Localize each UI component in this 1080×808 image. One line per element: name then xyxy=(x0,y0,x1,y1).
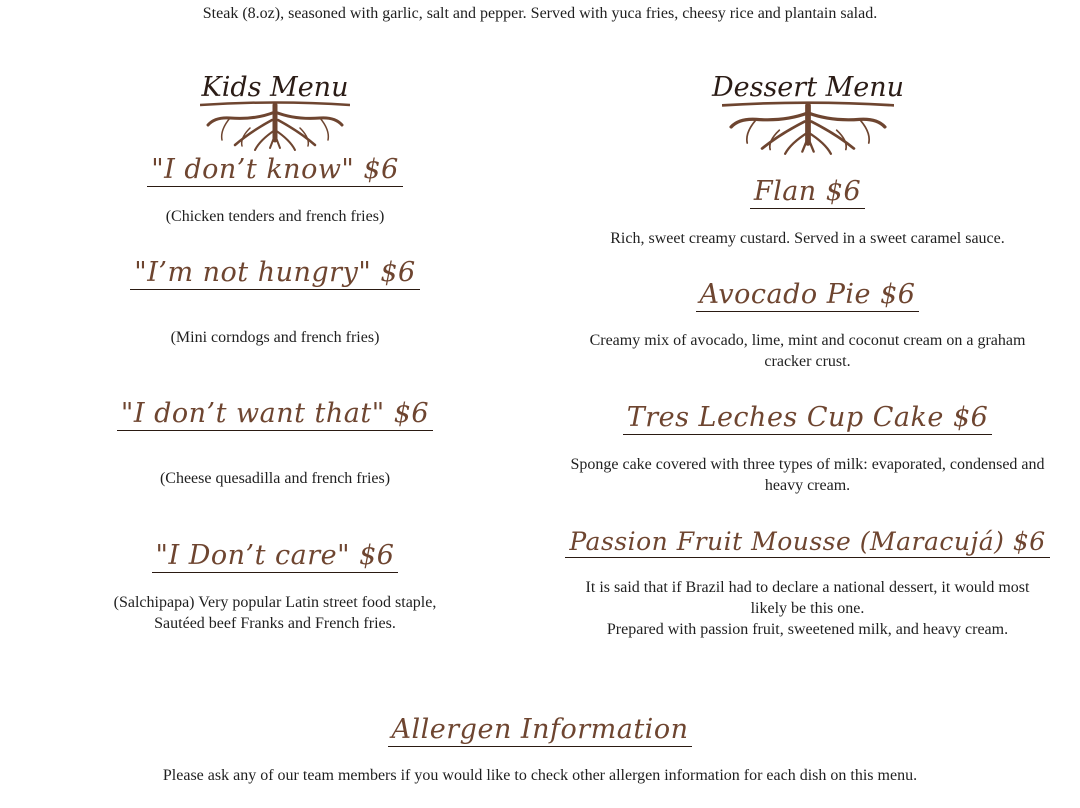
kids-item-3-title: "I don’t want that" $6 xyxy=(60,398,490,429)
dessert-item-4-description-line-3: Prepared with passion fruit, sweetened milk, and heavy cream. xyxy=(606,621,1009,638)
dessert-item-2-description-line-2: cracker crust. xyxy=(764,353,851,370)
dessert-item-4-description-line-2: likely be this one. xyxy=(750,600,865,617)
kids-item-1-title: "I don’t know" $6 xyxy=(60,154,490,185)
dessert-item-2-title: Avocado Pie $6 xyxy=(560,279,1055,310)
dessert-item-3-description-line-1: Sponge cake covered with three types of milk: evaporated, condensed and xyxy=(570,456,1045,473)
allergen-text: Please ask any of our team members if you would like to check other allergen information for each dish on this menu. xyxy=(162,767,918,784)
kids-item-4-description-line-1: (Salchipapa) Very popular Latin street food staple, xyxy=(113,594,437,611)
allergen-heading: Allergen Information xyxy=(0,714,1080,745)
kids-item-3-description: (Cheese quesadilla and french fries) xyxy=(159,470,391,487)
kids-item-2-title: "I’m not hungry" $6 xyxy=(60,257,490,288)
dessert-item-1-description: Rich, sweet creamy custard. Served in a sweet caramel sauce. xyxy=(610,230,1005,247)
dessert-item-3-description-line-2: heavy cream. xyxy=(764,477,851,494)
dessert-item-2-description-line-1: Creamy mix of avocado, lime, mint and coconut cream on a graham xyxy=(589,332,1026,349)
dessert-item-1-title: Flan $6 xyxy=(560,176,1055,207)
dessert-item-3-title: Tres Leches Cup Cake $6 xyxy=(560,402,1055,433)
kids-item-2-description: (Mini corndogs and french fries) xyxy=(170,329,380,346)
dessert-roots-ornament xyxy=(722,100,894,156)
dessert-item-4-description-line-1: It is said that if Brazil had to declare a national dessert, it would most xyxy=(585,579,1030,596)
kids-item-1-description: (Chicken tenders and french fries) xyxy=(165,208,385,225)
dessert-item-4-title: Passion Fruit Mousse (Maracujá) $6 xyxy=(560,527,1055,556)
kids-roots-ornament xyxy=(200,100,350,152)
kids-item-4-title: "I Don’t care" $6 xyxy=(60,540,490,571)
kids-item-4-description-line-2: Sautéed beef Franks and French fries. xyxy=(154,615,396,632)
kids-menu-heading: Kids Menu xyxy=(201,72,349,103)
top-item-description: Steak (8.oz), seasoned with garlic, salt and pepper. Served with yuca fries, cheesy rice and plantain salad. xyxy=(202,5,878,22)
dessert-menu-heading: Dessert Menu xyxy=(711,72,905,103)
